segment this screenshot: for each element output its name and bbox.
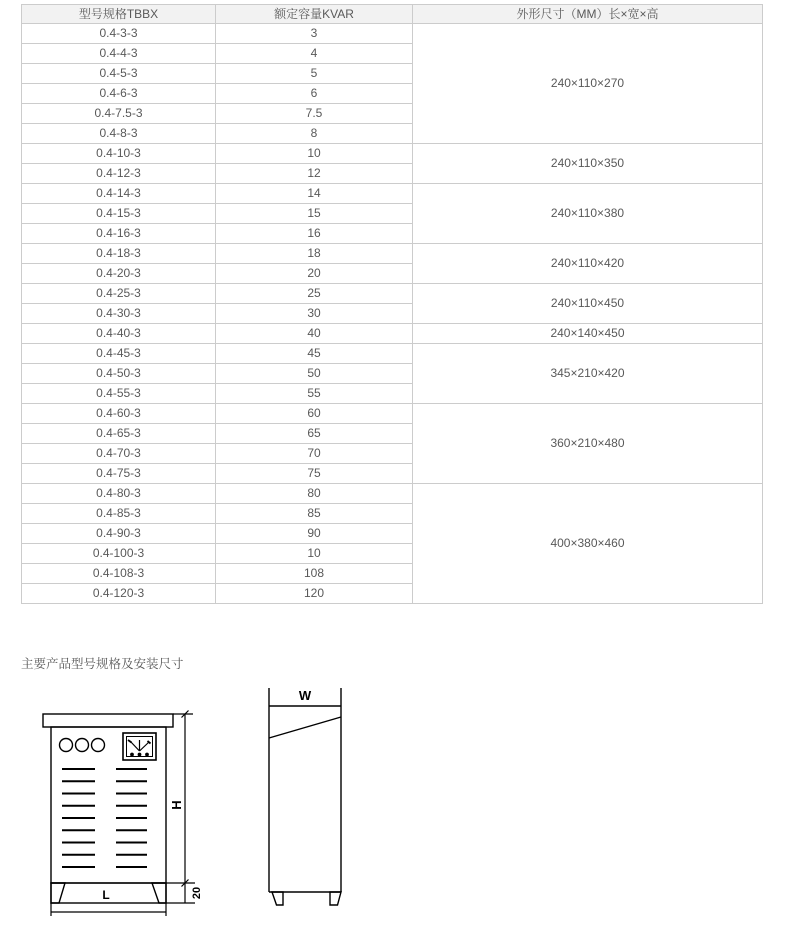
model-cell: 0.4-10-3 xyxy=(22,144,216,164)
dimension-cell: 240×110×450 xyxy=(413,284,763,324)
spec-table-body xyxy=(22,24,763,604)
model-cell: 0.4-60-3 xyxy=(22,404,216,424)
table-row xyxy=(22,144,763,164)
model-cell: 0.4-65-3 xyxy=(22,424,216,444)
table-row xyxy=(22,404,763,424)
table-row xyxy=(22,24,763,44)
table-row xyxy=(22,324,763,344)
model-cell: 0.4-8-3 xyxy=(22,124,216,144)
side-right-foot xyxy=(330,892,341,905)
kvar-cell: 85 xyxy=(216,504,413,524)
dimension-cell: 240×110×380 xyxy=(413,184,763,244)
sloped-panel-line xyxy=(269,717,341,738)
kvar-cell: 6 xyxy=(216,84,413,104)
kvar-cell: 8 xyxy=(216,124,413,144)
model-cell: 0.4-5-3 xyxy=(22,64,216,84)
model-cell: 0.4-85-3 xyxy=(22,504,216,524)
kvar-cell: 65 xyxy=(216,424,413,444)
table-row xyxy=(22,184,763,204)
kvar-cell: 40 xyxy=(216,324,413,344)
kvar-cell: 50 xyxy=(216,364,413,384)
kvar-cell: 3 xyxy=(216,24,413,44)
kvar-cell: 25 xyxy=(216,284,413,304)
dimension-cell: 360×210×480 xyxy=(413,404,763,484)
ventilation-slots xyxy=(62,769,147,867)
spec-table-header xyxy=(22,5,763,24)
dimension-cell: 400×380×460 xyxy=(413,484,763,604)
length-dimension-line xyxy=(51,903,166,916)
model-cell: 0.4-75-3 xyxy=(22,464,216,484)
model-cell: 0.4-12-3 xyxy=(22,164,216,184)
kvar-cell: 14 xyxy=(216,184,413,204)
kvar-cell: 4 xyxy=(216,44,413,64)
kvar-cell: 90 xyxy=(216,524,413,544)
right-foot xyxy=(152,883,166,903)
kvar-cell: 10 xyxy=(216,544,413,564)
kvar-cell: 45 xyxy=(216,344,413,364)
model-cell: 0.4-30-3 xyxy=(22,304,216,324)
dimension-cell: 240×110×350 xyxy=(413,144,763,184)
model-cell: 0.4-80-3 xyxy=(22,484,216,504)
model-cell: 0.4-100-3 xyxy=(22,544,216,564)
dimension-cell: 345×210×420 xyxy=(413,344,763,404)
spec-table xyxy=(21,4,763,604)
model-cell: 0.4-15-3 xyxy=(22,204,216,224)
model-cell: 0.4-120-3 xyxy=(22,584,216,604)
model-cell: 0.4-4-3 xyxy=(22,44,216,64)
model-cell: 0.4-45-3 xyxy=(22,344,216,364)
height-dimension-label: H xyxy=(169,800,184,810)
header-row xyxy=(22,5,763,24)
model-cell: 0.4-16-3 xyxy=(22,224,216,244)
kvar-cell: 108 xyxy=(216,564,413,584)
left-foot xyxy=(51,883,65,903)
model-cell: 0.4-25-3 xyxy=(22,284,216,304)
model-cell: 0.4-70-3 xyxy=(22,444,216,464)
kvar-cell: 12 xyxy=(216,164,413,184)
height-dimension-line xyxy=(166,711,195,887)
kvar-cell: 16 xyxy=(216,224,413,244)
kvar-cell: 70 xyxy=(216,444,413,464)
kvar-cell: 80 xyxy=(216,484,413,504)
model-cell: 0.4-50-3 xyxy=(22,364,216,384)
table-row xyxy=(22,244,763,264)
front-view-drawing xyxy=(43,711,203,917)
table-row xyxy=(22,484,763,504)
model-cell: 0.4-90-3 xyxy=(22,524,216,544)
table-row xyxy=(22,284,763,304)
side-left-foot xyxy=(272,892,283,905)
cabinet-top-cap xyxy=(43,714,173,727)
header-model: 型号规格TBBX xyxy=(22,5,216,24)
dimension-cell: 240×110×420 xyxy=(413,244,763,284)
table-row xyxy=(22,344,763,364)
model-cell: 0.4-55-3 xyxy=(22,384,216,404)
installation-drawings xyxy=(0,685,420,935)
model-cell: 0.4-108-3 xyxy=(22,564,216,584)
header-dimensions: 外形尺寸（MM）长×宽×高 xyxy=(413,5,763,24)
kvar-cell: 75 xyxy=(216,464,413,484)
model-cell: 0.4-20-3 xyxy=(22,264,216,284)
model-cell: 0.4-40-3 xyxy=(22,324,216,344)
dimension-cell: 240×140×450 xyxy=(413,324,763,344)
kvar-cell: 18 xyxy=(216,244,413,264)
side-view-drawing xyxy=(269,688,341,905)
kvar-cell: 55 xyxy=(216,384,413,404)
kvar-cell: 15 xyxy=(216,204,413,224)
kvar-cell: 7.5 xyxy=(216,104,413,124)
width-dimension-label: W xyxy=(298,688,312,703)
kvar-cell: 120 xyxy=(216,584,413,604)
model-cell: 0.4-7.5-3 xyxy=(22,104,216,124)
model-cell: 0.4-18-3 xyxy=(22,244,216,264)
section-caption: 主要产品型号规格及安装尺寸 xyxy=(21,657,184,671)
terminal-knobs-icon xyxy=(60,739,105,752)
model-cell: 0.4-3-3 xyxy=(22,24,216,44)
header-capacity: 额定容量KVAR xyxy=(216,5,413,24)
kvar-cell: 30 xyxy=(216,304,413,324)
base-height-dimension-label: 20 xyxy=(191,886,203,900)
kvar-cell: 20 xyxy=(216,264,413,284)
length-dimension-label: L xyxy=(102,888,110,902)
model-cell: 0.4-14-3 xyxy=(22,184,216,204)
kvar-cell: 5 xyxy=(216,64,413,84)
kvar-cell: 10 xyxy=(216,144,413,164)
kvar-cell: 60 xyxy=(216,404,413,424)
model-cell: 0.4-6-3 xyxy=(22,84,216,104)
meter-icon xyxy=(123,733,156,760)
dimension-cell: 240×110×270 xyxy=(413,24,763,144)
